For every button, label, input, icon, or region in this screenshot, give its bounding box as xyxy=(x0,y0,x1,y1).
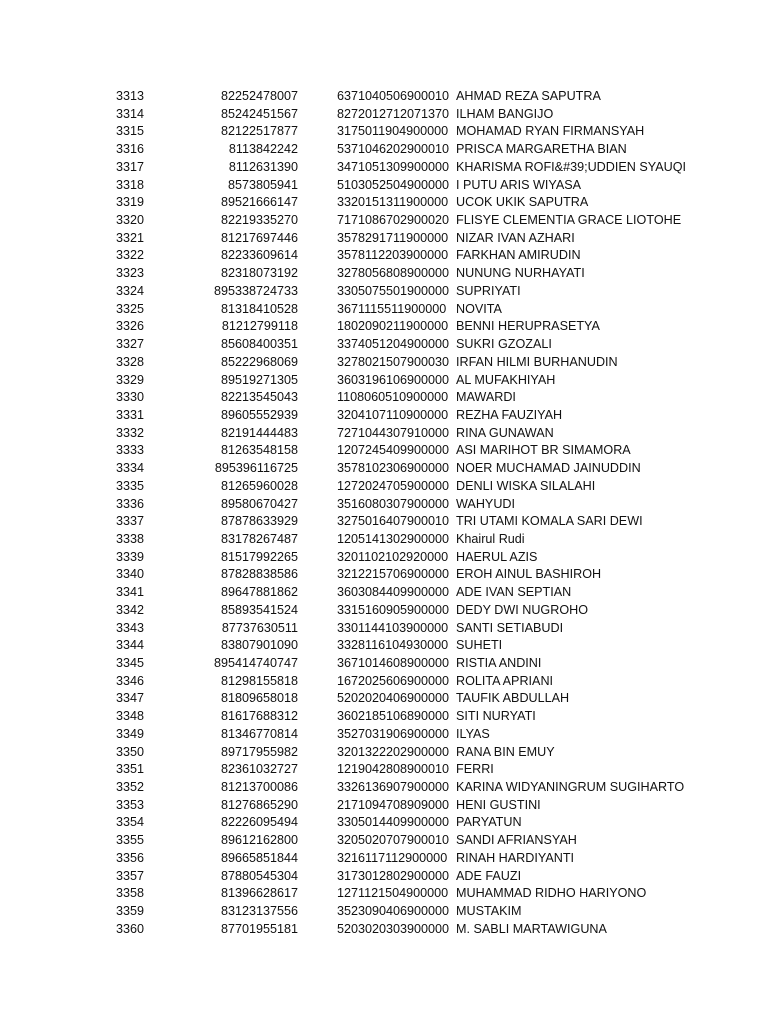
person-name: PARYATUN xyxy=(456,815,522,830)
row-number: 3313 xyxy=(116,89,145,103)
row-number: 3338 xyxy=(116,531,145,546)
phone-number: 82252478007 xyxy=(220,89,298,103)
person-name: SUKRI GZOZALI xyxy=(456,337,552,352)
person-name: SANTI SETIABUDI xyxy=(456,620,564,635)
person-name: AHMAD REZA SAPUTRA xyxy=(456,89,601,103)
phone-number: 83807901090 xyxy=(220,638,298,653)
row-number: 3331 xyxy=(116,407,145,422)
row-number: 3354 xyxy=(116,815,145,830)
phone-number: 82122517877 xyxy=(220,124,298,139)
row-number: 3345 xyxy=(116,656,145,670)
phone-number: 82361032727 xyxy=(220,762,298,777)
id-number: 3216117112900000 xyxy=(337,850,448,865)
id-number: 8272012712071370 xyxy=(337,106,450,121)
row-number: 3346 xyxy=(116,673,145,688)
person-name: DENLI WISKA SILALAHI xyxy=(456,478,596,493)
id-number: 3328116104930000 xyxy=(337,638,449,653)
row-number: 3358 xyxy=(116,886,145,901)
row-number: 3324 xyxy=(116,283,145,298)
row-number: 3321 xyxy=(116,230,145,245)
table-row xyxy=(0,602,768,620)
row-number: 3348 xyxy=(116,709,145,724)
id-number: 3175011904900000 xyxy=(337,124,449,139)
table-body xyxy=(0,88,768,939)
phone-number: 895338724733 xyxy=(213,283,298,298)
row-number: 3326 xyxy=(116,319,145,334)
id-number: 3603084409900000 xyxy=(337,585,450,600)
person-name: NUNUNG NURHAYATI xyxy=(456,266,585,281)
id-number: 3278056808900000 xyxy=(337,266,450,281)
table-row xyxy=(0,212,768,230)
table-row xyxy=(0,283,768,301)
row-number: 3337 xyxy=(116,514,145,529)
id-number: 3201322202900000 xyxy=(337,744,450,759)
row-number: 3344 xyxy=(116,638,145,653)
person-name: ADE IVAN SEPTIAN xyxy=(456,585,572,600)
row-number: 3339 xyxy=(116,549,145,564)
phone-number: 83178267487 xyxy=(220,531,298,546)
table-row xyxy=(0,177,768,195)
phone-number: 81396628617 xyxy=(220,886,298,901)
row-number: 3335 xyxy=(116,478,145,493)
table-row xyxy=(0,247,768,265)
person-name: ILYAS xyxy=(456,726,490,741)
person-name: RINA GUNAWAN xyxy=(456,425,554,440)
table-row xyxy=(0,761,768,779)
row-number: 3342 xyxy=(116,602,145,617)
row-number: 3359 xyxy=(116,904,145,919)
id-number: 1272024705900000 xyxy=(337,478,450,493)
id-number: 3173012802900000 xyxy=(337,868,450,883)
person-name: REZHA FAUZIYAH xyxy=(456,407,563,422)
phone-number: 81809658018 xyxy=(220,691,298,706)
person-name: ADE FAUZI xyxy=(456,868,522,883)
person-name: PRISCA MARGARETHA BIAN xyxy=(456,142,627,157)
phone-number: 81212799118 xyxy=(221,319,298,334)
person-name: ASI MARIHOT BR SIMAMORA xyxy=(456,443,631,458)
id-number: 3578102306900000 xyxy=(337,461,450,476)
table-row xyxy=(0,460,768,478)
person-name: TAUFIK ABDULLAH xyxy=(456,691,570,706)
phone-number: 8113842242 xyxy=(228,142,298,157)
id-number: 3671014608900000 xyxy=(337,656,450,670)
row-number: 3318 xyxy=(116,177,145,192)
phone-number: 85608400351 xyxy=(220,337,298,352)
person-name: MAWARDI xyxy=(456,390,516,405)
id-number: 3578112203900000 xyxy=(337,248,449,263)
row-number: 3325 xyxy=(116,301,145,316)
table-row xyxy=(0,442,768,460)
table-row xyxy=(0,336,768,354)
id-number: 3275016407900010 xyxy=(337,514,450,529)
person-name: NOVITA xyxy=(456,301,502,316)
person-name: WAHYUDI xyxy=(456,496,516,511)
row-number: 3327 xyxy=(116,337,145,352)
row-number: 3347 xyxy=(116,691,145,706)
id-number: 1672025606900000 xyxy=(337,673,450,688)
table-row xyxy=(0,637,768,655)
phone-number: 87828838586 xyxy=(220,567,298,582)
table-row xyxy=(0,655,768,673)
table-row xyxy=(0,903,768,921)
person-name: RANA BIN EMUY xyxy=(456,744,555,759)
table-row xyxy=(0,88,768,106)
phone-number: 82233609614 xyxy=(220,248,298,263)
table-row xyxy=(0,921,768,939)
phone-number: 89612162800 xyxy=(220,833,298,848)
id-number: 3305014409900000 xyxy=(337,815,450,830)
id-number: 1207245409900000 xyxy=(337,443,450,458)
row-number: 3320 xyxy=(116,213,145,228)
table-row xyxy=(0,265,768,283)
table-row xyxy=(0,407,768,425)
row-number: 3334 xyxy=(116,461,145,476)
phone-number: 85222968069 xyxy=(220,354,298,369)
id-number: 6371040506900010 xyxy=(337,89,450,103)
person-name: RISTIA ANDINI xyxy=(456,656,542,670)
row-number: 3340 xyxy=(116,567,145,582)
id-number: 5203020303900000 xyxy=(337,921,450,936)
row-number: 3333 xyxy=(116,443,145,458)
person-name: MUSTAKIM xyxy=(456,904,522,919)
row-number: 3357 xyxy=(116,868,145,883)
person-name: EROH AINUL BASHIROH xyxy=(456,567,602,582)
row-number: 3349 xyxy=(116,726,145,741)
table-row xyxy=(0,868,768,886)
row-number: 3355 xyxy=(116,833,145,848)
row-number: 3356 xyxy=(116,850,145,865)
table-row xyxy=(0,850,768,868)
row-number: 3351 xyxy=(116,762,145,777)
id-number: 3204107110900000 xyxy=(337,407,449,422)
person-name: AL MUFAKHIYAH xyxy=(456,372,556,387)
row-number: 3341 xyxy=(116,585,145,600)
phone-number: 82191444483 xyxy=(220,425,298,440)
person-name: HENI GUSTINI xyxy=(456,797,541,812)
id-number: 5103052504900000 xyxy=(337,177,450,192)
id-number: 1802090211900000 xyxy=(337,319,449,334)
table-row xyxy=(0,708,768,726)
phone-number: 82213545043 xyxy=(220,390,298,405)
id-number: 3278021507900030 xyxy=(337,354,450,369)
person-name: BENNI HERUPRASETYA xyxy=(456,319,600,334)
id-number: 3205020707900010 xyxy=(337,833,450,848)
row-number: 3330 xyxy=(116,390,145,405)
phone-number: 895414740747 xyxy=(213,656,298,670)
table-row xyxy=(0,744,768,762)
table-row xyxy=(0,549,768,567)
person-name: FARKHAN AMIRUDIN xyxy=(456,248,581,263)
person-name: I PUTU ARIS WIYASA xyxy=(456,177,582,192)
table-row xyxy=(0,159,768,177)
table-row xyxy=(0,354,768,372)
id-number: 1219042808900010 xyxy=(337,762,450,777)
phone-number: 81298155818 xyxy=(220,673,298,688)
id-number: 3326136907900000 xyxy=(337,780,450,795)
phone-number: 87880545304 xyxy=(220,868,298,883)
row-number: 3315 xyxy=(116,124,145,139)
person-name: KARINA WIDYANINGRUM SUGIHARTO xyxy=(456,780,685,795)
table-row xyxy=(0,620,768,638)
table-row xyxy=(0,797,768,815)
table-row xyxy=(0,194,768,212)
table-row xyxy=(0,106,768,124)
id-number: 3578291711900000 xyxy=(337,230,449,245)
person-name: DEDY DWI NUGROHO xyxy=(456,602,589,617)
phone-number: 8573805941 xyxy=(227,177,298,192)
phone-number: 81217697446 xyxy=(220,230,298,245)
phone-number: 82226095494 xyxy=(220,815,298,830)
table-row xyxy=(0,885,768,903)
person-name: SUHETI xyxy=(456,638,503,653)
id-number: 3602185106890000 xyxy=(337,709,450,724)
person-name: SUPRIYATI xyxy=(456,283,521,298)
row-number: 3323 xyxy=(116,266,145,281)
row-number: 3353 xyxy=(116,797,145,812)
id-number: 3201102102920000 xyxy=(337,549,449,564)
phone-number: 89665851844 xyxy=(220,850,298,865)
person-name: TRI UTAMI KOMALA SARI DEWI xyxy=(456,514,643,529)
person-name: FLISYE CLEMENTIA GRACE LIOTOHE xyxy=(456,213,682,228)
table-row xyxy=(0,496,768,514)
row-number: 3322 xyxy=(116,248,145,263)
row-number: 3336 xyxy=(116,496,145,511)
person-name: NIZAR IVAN AZHARI xyxy=(456,230,575,245)
person-name: RINAH HARDIYANTI xyxy=(456,850,575,865)
id-number: 3374051204900000 xyxy=(337,337,450,352)
person-name: SANDI AFRIANSYAH xyxy=(456,833,577,848)
phone-number: 81617688312 xyxy=(220,709,298,724)
id-number: 5371046202900010 xyxy=(337,142,450,157)
table-row xyxy=(0,531,768,549)
row-number: 3316 xyxy=(116,142,145,157)
phone-number: 85893541524 xyxy=(220,602,298,617)
id-number: 3212215706900000 xyxy=(337,567,450,582)
row-number: 3352 xyxy=(116,780,145,795)
id-number: 7271044307910000 xyxy=(337,425,450,440)
table-row xyxy=(0,779,768,797)
phone-number: 81265960028 xyxy=(220,478,298,493)
table-row xyxy=(0,726,768,744)
person-name: SITI NURYATI xyxy=(456,709,536,724)
phone-number: 81213700086 xyxy=(220,780,298,795)
phone-number: 87701955181 xyxy=(220,921,298,936)
table-row xyxy=(0,372,768,390)
row-number: 3317 xyxy=(116,159,145,174)
table-row xyxy=(0,690,768,708)
phone-number: 82219335270 xyxy=(220,213,298,228)
id-number: 3471051309900000 xyxy=(337,159,450,174)
id-number: 2171094708909000 xyxy=(337,797,450,812)
row-number: 3350 xyxy=(116,744,145,759)
table-row xyxy=(0,832,768,850)
id-number: 3523090406900000 xyxy=(337,904,450,919)
person-name: MUHAMMAD RIDHO HARIYONO xyxy=(456,886,647,901)
phone-number: 89717955982 xyxy=(220,744,298,759)
person-name: NOER MUCHAMAD JAINUDDIN xyxy=(456,461,641,476)
table-row xyxy=(0,584,768,602)
id-number: 3603196106900000 xyxy=(337,372,450,387)
person-name: MOHAMAD RYAN FIRMANSYAH xyxy=(456,124,645,139)
id-number: 3671115511900000 xyxy=(337,301,447,316)
row-number: 3332 xyxy=(116,425,145,440)
phone-number: 81276865290 xyxy=(220,797,298,812)
id-number: 1271121504900000 xyxy=(337,886,449,901)
phone-number: 81318410528 xyxy=(220,301,298,316)
phone-number: 8112631390 xyxy=(228,159,298,174)
table-row xyxy=(0,814,768,832)
table-row xyxy=(0,318,768,336)
phone-number: 89580670427 xyxy=(220,496,298,511)
id-number: 3320151311900000 xyxy=(337,195,449,210)
phone-number: 89521666147 xyxy=(220,195,298,210)
phone-number: 81517992265 xyxy=(220,549,298,564)
table-row xyxy=(0,301,768,319)
data-table xyxy=(0,88,768,939)
id-number: 3527031906900000 xyxy=(337,726,450,741)
phone-number: 89519271305 xyxy=(220,372,298,387)
person-name: UCOK UKIK SAPUTRA xyxy=(456,195,589,210)
person-name: IRFAN HILMI BURHANUDIN xyxy=(456,354,618,369)
row-number: 3343 xyxy=(116,620,145,635)
table-row xyxy=(0,513,768,531)
row-number: 3314 xyxy=(116,106,145,121)
row-number: 3360 xyxy=(116,921,145,936)
id-number: 1205141302900000 xyxy=(337,531,450,546)
phone-number: 81346770814 xyxy=(220,726,298,741)
person-name: ILHAM BANGIJO xyxy=(456,106,554,121)
row-number: 3319 xyxy=(116,195,145,210)
phone-number: 85242451567 xyxy=(220,106,298,121)
phone-number: 83123137556 xyxy=(220,904,298,919)
person-name: HAERUL AZIS xyxy=(456,549,538,564)
id-number: 3315160905900000 xyxy=(337,602,450,617)
phone-number: 895396116725 xyxy=(214,461,298,476)
table-row xyxy=(0,389,768,407)
table-row xyxy=(0,230,768,248)
id-number: 7171086702900020 xyxy=(337,213,450,228)
row-number: 3328 xyxy=(116,354,145,369)
phone-number: 89647881862 xyxy=(220,585,298,600)
table-row xyxy=(0,123,768,141)
phone-number: 87878633929 xyxy=(220,514,298,529)
id-number: 5202020406900000 xyxy=(337,691,450,706)
table-row xyxy=(0,141,768,159)
id-number: 1108060510900000 xyxy=(337,390,449,405)
table-row xyxy=(0,566,768,584)
person-name: ROLITA APRIANI xyxy=(456,673,554,688)
id-number: 3305075501900000 xyxy=(337,283,450,298)
person-name: Khairul Rudi xyxy=(456,531,525,546)
phone-number: 82318073192 xyxy=(220,266,298,281)
table-row xyxy=(0,478,768,496)
table-row xyxy=(0,673,768,691)
person-name: FERRI xyxy=(456,762,494,777)
id-number: 3301144103900000 xyxy=(337,620,449,635)
id-number: 3516080307900000 xyxy=(337,496,450,511)
person-name: M. SABLI MARTAWIGUNA xyxy=(456,921,607,936)
person-name: KHARISMA ROFI&#39;UDDIEN SYAUQI xyxy=(456,159,687,174)
phone-number: 89605552939 xyxy=(220,407,298,422)
table-row xyxy=(0,425,768,443)
row-number: 3329 xyxy=(116,372,145,387)
phone-number: 87737630511 xyxy=(221,620,298,635)
phone-number: 81263548158 xyxy=(220,443,298,458)
